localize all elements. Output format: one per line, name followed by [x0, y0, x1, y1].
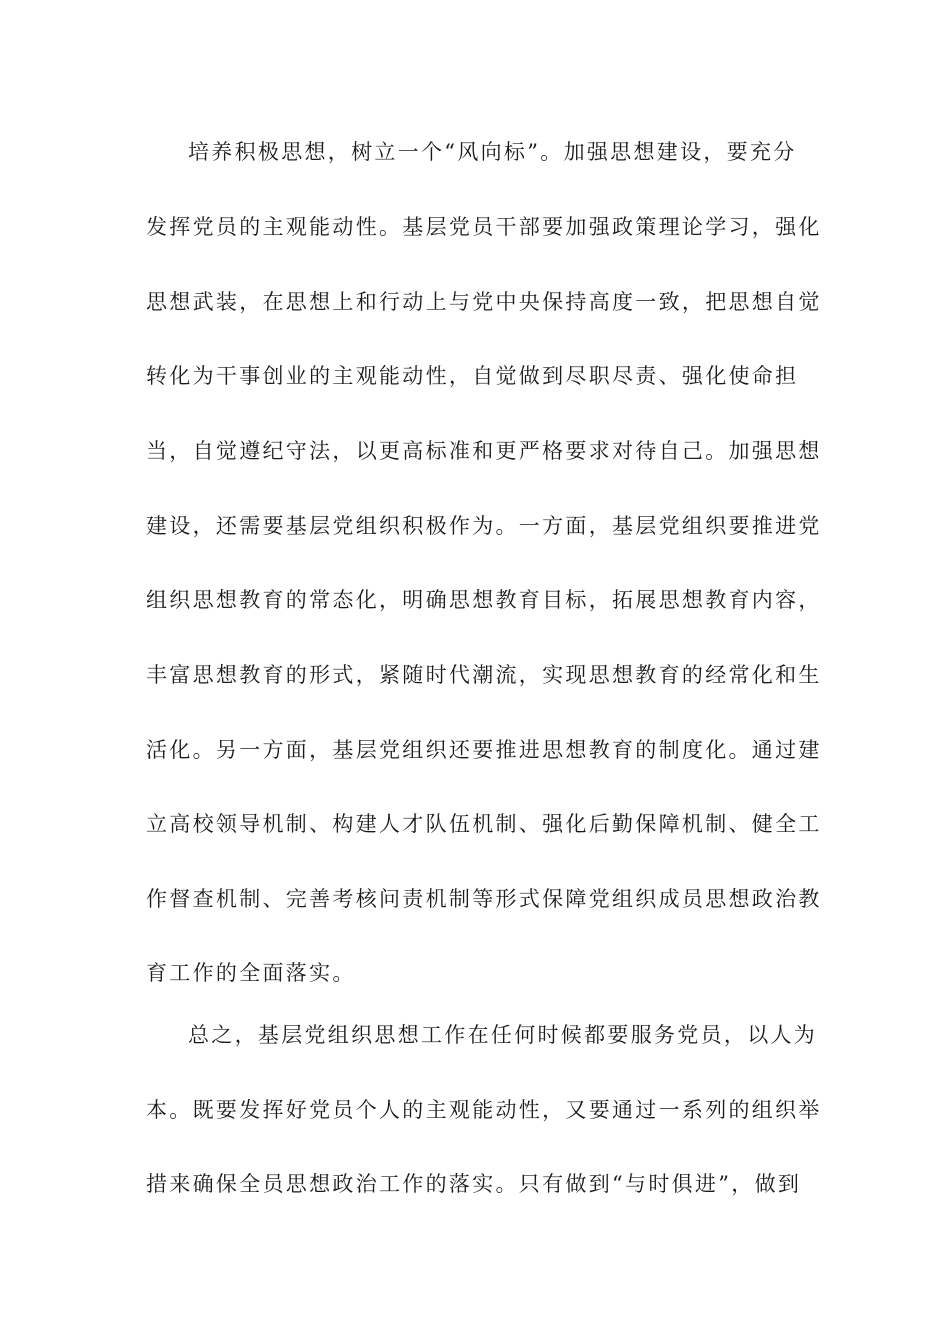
paragraph-2-line-1: 总之，基层党组织思想工作在任何时候都要服务党员，以人为 — [188, 1023, 818, 1047]
paragraph-1-line-6: 建设，还需要基层党组织积极作为。一方面，基层党组织要推进党 — [146, 514, 822, 538]
paragraph-1-line-3: 思想武装，在思想上和行动上与党中央保持高度一致，把思想自觉 — [146, 290, 822, 314]
paragraph-1-line-2: 发挥党员的主观能动性。基层党员干部要加强政策理论学习，强化 — [146, 215, 822, 239]
paragraph-1-line-4: 转化为干事创业的主观能动性，自觉做到尽职尽责、强化使命担 — [146, 364, 799, 388]
paragraph-2-line-2: 本。既要发挥好党员个人的主观能动性，又要通过一系列的组织举 — [146, 1098, 822, 1122]
paragraph-1-line-11: 作督查机制、完善考核问责机制等形式保障党组织成员思想政治教 — [146, 887, 822, 911]
paragraph-1-line-1: 培养积极思想，树立一个“风向标”。加强思想建设，要充分 — [188, 140, 797, 164]
paragraph-1-line-12: 育工作的全面落实。 — [146, 961, 356, 985]
paragraph-1-line-10: 立高校领导机制、构建人才队伍机制、强化后勤保障机制、健全工 — [146, 812, 822, 836]
paragraph-1-line-8: 丰富思想教育的形式，紧随时代潮流，实现思想教育的经常化和生 — [146, 663, 822, 687]
paragraph-1-line-5: 当，自觉遵纪守法，以更高标准和更严格要求对待自己。加强思想 — [146, 439, 822, 463]
paragraph-1-line-7: 组织思想教育的常态化，明确思想教育目标，拓展思想教育内容， — [146, 588, 822, 612]
paragraph-2-line-3: 措来确保全员思想政治工作的落实。只有做到“与时俱进”，做到 — [146, 1172, 802, 1196]
paragraph-1-line-9: 活化。另一方面，基层党组织还要推进思想教育的制度化。通过建 — [146, 738, 822, 762]
